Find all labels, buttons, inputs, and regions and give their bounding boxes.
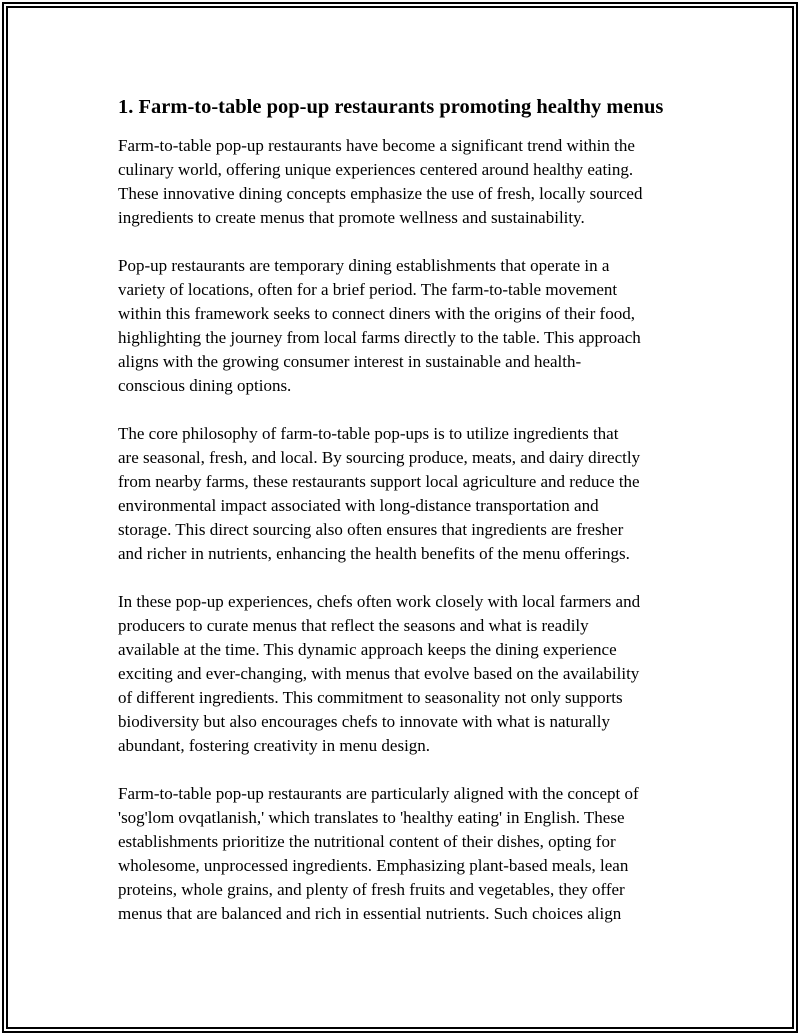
paragraph-line: available at the time. This dynamic approach keeps the dining experience bbox=[118, 640, 617, 659]
paragraph-line: Farm-to-table pop-up restaurants have become a significant trend within the bbox=[118, 136, 635, 155]
section-heading: 1. Farm-to-table pop-up restaurants promoting healthy menus bbox=[118, 96, 664, 118]
paragraph-1 bbox=[118, 134, 690, 230]
paragraph-line: biodiversity but also encourages chefs to innovate with what is naturally bbox=[118, 712, 610, 731]
paragraph-line: culinary world, offering unique experiences centered around healthy eating. bbox=[118, 160, 634, 179]
paragraph-3 bbox=[118, 422, 690, 566]
paragraph-line: variety of locations, often for a brief period. The farm-to-table movement bbox=[118, 280, 618, 299]
paragraph-line: from nearby farms, these restaurants support local agriculture and reduce the bbox=[118, 472, 640, 491]
paragraph-line: In these pop-up experiences, chefs often work closely with local farmers and bbox=[118, 592, 641, 611]
paragraph-5 bbox=[118, 782, 690, 926]
paragraph-line: abundant, fostering creativity in menu design. bbox=[118, 736, 431, 755]
paragraph-line: are seasonal, fresh, and local. By sourcing produce, meats, and dairy directly bbox=[118, 448, 641, 467]
paragraph-line: environmental impact associated with long-distance transportation and bbox=[118, 496, 599, 515]
paragraph-line: of different ingredients. This commitment to seasonality not only supports bbox=[118, 688, 623, 707]
paragraph-line: within this framework seeks to connect diners with the origins of their food, bbox=[118, 304, 635, 323]
paragraph-line: conscious dining options. bbox=[118, 376, 292, 395]
paragraph-line: highlighting the journey from local farms directly to the table. This approach bbox=[118, 328, 641, 347]
paragraph-line: menus that are balanced and rich in essential nutrients. Such choices align bbox=[118, 904, 622, 923]
paragraph-line: Farm-to-table pop-up restaurants are particularly aligned with the concept of bbox=[118, 784, 639, 803]
paragraph-line: aligns with the growing consumer interest in sustainable and health- bbox=[118, 352, 582, 371]
paragraph-line: The core philosophy of farm-to-table pop-ups is to utilize ingredients that bbox=[118, 424, 619, 443]
paragraph-line: storage. This direct sourcing also often ensures that ingredients are fresher bbox=[118, 520, 624, 539]
document-body bbox=[118, 94, 690, 950]
paragraph-line: Pop-up restaurants are temporary dining establishments that operate in a bbox=[118, 256, 610, 275]
paragraph-line: and richer in nutrients, enhancing the health benefits of the menu offerings. bbox=[118, 544, 630, 563]
paragraph-line: 'sog'lom ovqatlanish,' which translates to 'healthy eating' in English. These bbox=[118, 808, 625, 827]
paragraph-line: proteins, whole grains, and plenty of fresh fruits and vegetables, they offer bbox=[118, 880, 625, 899]
paragraph-4 bbox=[118, 590, 690, 758]
paragraph-line: exciting and ever-changing, with menus that evolve based on the availability bbox=[118, 664, 640, 683]
paragraph-line: establishments prioritize the nutritional content of their dishes, opting for bbox=[118, 832, 616, 851]
paragraph-2 bbox=[118, 254, 690, 398]
paragraph-line: These innovative dining concepts emphasize the use of fresh, locally sourced bbox=[118, 184, 643, 203]
paragraph-line: ingredients to create menus that promote wellness and sustainability. bbox=[118, 208, 585, 227]
paragraph-line: producers to curate menus that reflect the seasons and what is readily bbox=[118, 616, 589, 635]
paragraph-line: wholesome, unprocessed ingredients. Emphasizing plant-based meals, lean bbox=[118, 856, 629, 875]
